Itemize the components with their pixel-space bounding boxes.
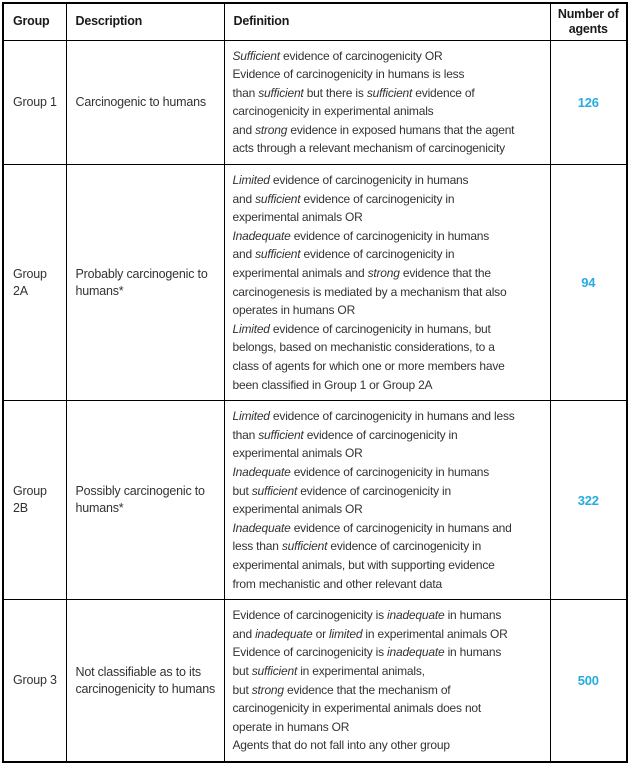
description-cell: Carcinogenic to humans <box>66 40 224 165</box>
table-row <box>3 165 627 401</box>
description-cell: Not classifiable as to its carcinogenicity to humans <box>66 600 224 762</box>
definition-line: class of agents for which one or more members have <box>232 359 505 373</box>
definition-line: less than sufficient evidence of carcinogenicity in <box>232 539 482 554</box>
header-row <box>3 3 627 40</box>
column-header-description: Description <box>66 3 224 40</box>
definition-line: experimental animals and strong evidence that the <box>232 266 491 281</box>
definition-line: Inadequate evidence of carcinogenicity in humans <box>232 464 490 479</box>
group-cell: Group 2A <box>3 165 66 401</box>
definition-line: Limited evidence of carcinogenicity in humans and less <box>232 409 515 424</box>
definition-line: Limited evidence of carcinogenicity in humans, but <box>232 321 491 336</box>
definition-line: but sufficient evidence of carcinogenicity in <box>232 483 451 498</box>
definition-line: than sufficient evidence of carcinogenicity in <box>232 427 458 442</box>
column-header-group: Group <box>3 3 66 40</box>
definition-line: operates in humans OR <box>232 303 356 318</box>
agents-count-cell: 500 <box>550 600 627 762</box>
definition-line: carcinogenesis is mediated by a mechanism that also <box>232 284 507 299</box>
definition-line: experimental animals, but with supporting evidence <box>232 557 495 572</box>
definition-cell <box>224 401 550 600</box>
definition-line: Evidence of carcinogenicity is inadequate in humans <box>232 608 502 623</box>
column-header-number-of-agents: Number of agents <box>550 3 627 40</box>
definition-cell <box>224 40 550 165</box>
definition-line: Evidence of carcinogenicity in humans is less <box>232 67 465 82</box>
agents-count-cell: 126 <box>550 40 627 165</box>
group-cell: Group 1 <box>3 40 66 165</box>
definition-line: and sufficient evidence of carcinogenicity in <box>232 247 455 262</box>
definition-line: belongs, based on mechanistic considerations, to a <box>232 340 495 355</box>
definition-line: but strong evidence that the mechanism of <box>232 682 451 697</box>
column-header-definition: Definition <box>224 3 550 40</box>
definition-line: but sufficient in experimental animals, <box>232 663 425 678</box>
definition-line: from mechanistic and other relevant data <box>232 576 442 591</box>
definition-line: been classified in Group 1 or Group 2A <box>232 377 433 392</box>
definition-cell <box>224 165 550 401</box>
table-body <box>3 40 627 762</box>
definition-line: carcinogenicity in experimental animals <box>232 104 434 119</box>
definition-line: Sufficient evidence of carcinogenicity OR <box>232 48 443 63</box>
definition-line: acts through a relevant mechanism of carcinogenicity <box>232 141 505 156</box>
definition-line: operate in humans OR <box>232 719 350 734</box>
table-row <box>3 401 627 600</box>
definition-line: Inadequate evidence of carcinogenicity in humans and <box>232 520 512 535</box>
iarc-classification-table <box>2 2 628 763</box>
group-cell: Group 3 <box>3 600 66 762</box>
description-cell: Possibly carcinogenic to humans* <box>66 401 224 600</box>
definition-line: and inadequate or limited in experimental animals OR <box>232 626 508 641</box>
definition-line: Agents that do not fall into any other group <box>232 738 450 753</box>
definition-line: experimental animals OR <box>232 446 363 461</box>
definition-line: than sufficient but there is sufficient evidence of <box>232 85 475 100</box>
definition-cell <box>224 600 550 762</box>
definition-line: experimental animals OR <box>232 502 363 517</box>
definition-line: and sufficient evidence of carcinogenicity in <box>232 191 455 206</box>
definition-line: carcinogenicity in experimental animals does not <box>232 701 482 716</box>
agents-count-cell: 94 <box>550 165 627 401</box>
table-row <box>3 600 627 762</box>
definition-line: Limited evidence of carcinogenicity in humans <box>232 173 469 188</box>
table-row <box>3 40 627 165</box>
definition-line: and strong evidence in exposed humans that the agent <box>232 122 515 137</box>
agents-count-cell: 322 <box>550 401 627 600</box>
definition-line: Evidence of carcinogenicity is inadequate in humans <box>232 645 502 660</box>
description-cell: Probably carcinogenic to humans* <box>66 165 224 401</box>
group-cell: Group 2B <box>3 401 66 600</box>
definition-line: Inadequate evidence of carcinogenicity in humans <box>232 228 490 243</box>
definition-line: experimental animals OR <box>232 210 363 225</box>
